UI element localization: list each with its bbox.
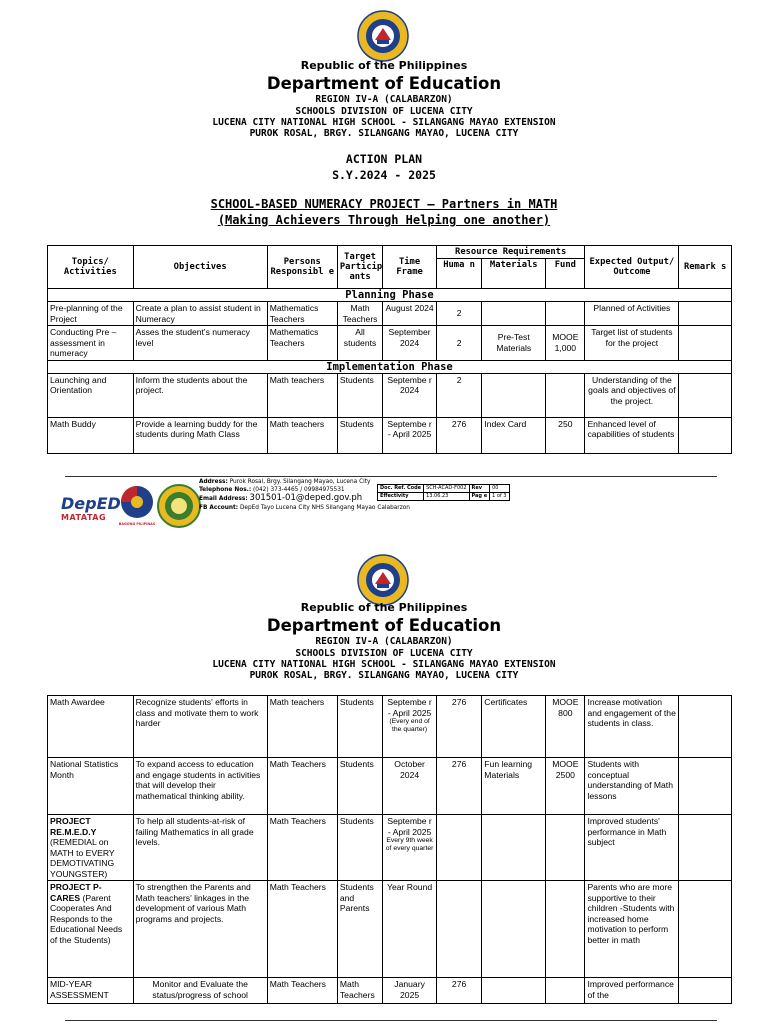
cell-objective: To strengthen the Parents and Math teachers' linkages in the development of various Math programs and projects. [133,881,267,978]
deped-logo-text: DepED [61,494,121,513]
cell-materials: Pre-Test Materials [482,326,546,361]
cell-expected: Improved students' performance in Math subject [585,815,679,881]
cell-time: October 2024 [383,758,437,815]
cell-expected: Understanding of the goals and objectives of the project. [585,373,679,417]
cell-fund: MOOE 2500 [546,758,585,815]
bagong-pilipinas-text: BAGONG PILIPINAS [118,522,156,526]
page-2-footer-divider [65,1020,717,1021]
cell-objective: Provide a learning buddy for the students during Math Class [133,417,267,453]
cell-topic: Conducting Pre – assessment in numeracy [48,326,134,361]
cell-materials: Certificates [482,696,546,758]
cell-objective: Inform the students about the project. [133,373,267,417]
region-line: REGION IV-A (CALABARZON) [315,636,453,648]
footer-divider [65,476,717,477]
cell-human: 276 [436,978,481,1004]
table-row [48,326,732,361]
school-address-line: PUROK ROSAL, BRGY. SILANGANG MAYAO, LUCENA CITY [249,670,519,682]
cell-materials: Index Card [482,417,546,453]
cell-human: 276 [436,417,481,453]
cell-human: 2 [436,302,481,326]
cell-topic: Math Awardee [48,696,134,758]
phone-value: (042) 373-4465 / 09984975531 [253,487,345,494]
page-value: 1 of 3 [490,493,509,501]
cell-objective: To help all students-at-risk of failing Mathematics in all grade levels. [133,815,267,881]
cell-remarks [679,815,732,881]
table-row [48,302,732,326]
action-plan-title: ACTION PLAN [345,152,423,166]
cell-target: Students [337,758,382,815]
fb-label: FB Account: [199,504,239,511]
topic-detail: (REMEDIAL on MATH to EVERY DEMOTIVATING YOUNGSTER) [50,837,115,879]
topic-detail: (Parent Cooperates And Responds to the Educational Needs of the Students) [50,892,123,945]
cell-target: Students [337,696,382,758]
cell-target: Students and Parents [337,881,382,978]
time-value: Septembe r - April 2025 [387,816,432,837]
cell-persons: Math Teachers [267,815,337,881]
cell-topic: Launching and Orientation [48,373,134,417]
cell-materials [482,815,546,881]
cell-fund [546,978,585,1004]
republic-line: Republic of the Philippines [300,601,468,614]
republic-line: Republic of the Philippines [300,59,468,72]
cell-topic [48,815,134,881]
cell-remarks [679,326,732,361]
header-target: Target Particip ants [337,246,382,289]
school-address-line: PUROK ROSAL, BRGY. SILANGANG MAYAO, LUCENA CITY [249,128,519,140]
cell-target: Students [337,373,382,417]
phase-planning: Planning Phase [48,289,732,302]
header-time: Time Frame [383,246,437,289]
header-remarks: Remark s [679,246,732,289]
topic-bold: PROJECT P-CARES [50,882,102,903]
doc-ref-value: SCH-ACAD-F002 [424,485,469,493]
cell-persons: Mathematics Teachers [267,302,337,326]
effectivity-value: 13.06.23 [424,493,469,501]
cell-target: All students [337,326,382,361]
cell-time: Septembe r - April 2025 [383,417,437,453]
cell-persons: Math teachers [267,696,337,758]
project-title-line1: SCHOOL-BASED NUMERACY PROJECT – Partners in MATH [210,197,558,211]
topic-bold: PROJECT RE.M.E.D.Y [50,816,97,837]
cell-human: 2 [436,373,481,417]
header-resource: Resource Requirements [436,246,585,259]
table-row [48,978,732,1004]
phase-implementation: Implementation Phase [48,360,732,373]
time-note: Every 9th week of every quarter [385,837,434,852]
cell-fund: MOOE 800 [546,696,585,758]
cell-time: Year Round [383,881,437,978]
rev-value: 00 [490,485,509,493]
table-row [48,881,732,978]
cell-topic: MID-YEAR ASSESSMENT [48,978,134,1004]
cell-time [383,815,437,881]
doc-ref-table [377,484,510,501]
effectivity-label: Effectivity [378,493,424,501]
cell-fund [546,881,585,978]
cell-objective: Monitor and Evaluate the status/progress of school [133,978,267,1004]
cell-materials [482,978,546,1004]
cell-topic: Pre-planning of the Project [48,302,134,326]
cell-materials [482,881,546,978]
cell-target: Math Teachers [337,978,382,1004]
deped-seal-icon [357,10,409,62]
cell-expected: Target list of students for the project [585,326,679,361]
division-line: SCHOOLS DIVISION OF LUCENA CITY [295,647,473,659]
table-row [48,373,732,417]
email-link[interactable]: 301501-01@deped.gov.ph [249,493,363,504]
cell-human: 276 [436,758,481,815]
cell-target: Math Teachers [337,302,382,326]
page-label: Pag e [469,493,490,501]
header-materials: Materials [482,259,546,289]
cell-materials: Fun learning Materials [482,758,546,815]
email-label: Email Address: [199,496,248,503]
cell-expected: Students with conceptual understanding of Math lessons [585,758,679,815]
department-title: Department of Education [266,73,502,93]
header-persons: Persons Responsibl e [267,246,337,289]
cell-remarks [679,978,732,1004]
address-value: Purok Rosal, Brgy. Silangang Mayao, Lucena City [229,479,371,485]
cell-expected: Increase motivation and engagement of the students in class. [585,696,679,758]
division-line: SCHOOLS DIVISION OF LUCENA CITY [295,105,473,117]
cell-expected: Parents who are more supportive to their children -Students with increased home motivation to perform better in math [585,881,679,978]
cell-time: Septembe r 2024 [383,373,437,417]
matatag-logo-text: MATATAG [61,513,107,522]
time-note: (Every end of the quarter) [389,718,430,733]
cell-remarks [679,373,732,417]
cell-time: January 2025 [383,978,437,1004]
fb-value: DepEd Tayo Lucena City NHS Silangang Mayao Calabarzon [239,504,410,511]
letterhead [0,60,768,139]
school-year: S.Y.2024 - 2025 [332,168,436,182]
rev-label: Rev [469,485,490,493]
cell-topic: Math Buddy [48,417,134,453]
school-line: LUCENA CITY NATIONAL HIGH SCHOOL - SILANGANG MAYAO EXTENSION [212,658,556,670]
cell-persons: Math teachers [267,373,337,417]
bagong-pilipinas-logo-icon [117,484,157,528]
table-row [48,696,732,758]
header-objectives: Objectives [133,246,267,289]
school-line: LUCENA CITY NATIONAL HIGH SCHOOL - SILANGANG MAYAO EXTENSION [212,116,556,128]
cell-human [436,815,481,881]
project-title-line2: (Making Achievers Through Helping one another) [217,213,551,227]
cell-time: September 2024 [383,326,437,361]
cell-objective: Asses the student's numeracy level [133,326,267,361]
deped-seal-icon [357,554,409,606]
header-topics: Topics/ Activities [48,246,134,289]
table-row [48,758,732,815]
doc-ref-label: Doc. Ref. Code [378,485,424,493]
cell-materials [482,373,546,417]
cell-objective: Recognize students' efforts in class and motivate them to work harder [133,696,267,758]
cell-remarks [679,696,732,758]
cell-fund [546,373,585,417]
cell-objective: Create a plan to assist student in Numeracy [133,302,267,326]
cell-persons: Mathematics Teachers [267,326,337,361]
cell-expected: Planned of Activities [585,302,679,326]
cell-time: August 2024 [383,302,437,326]
cell-remarks [679,881,732,978]
cell-topic: National Statistics Month [48,758,134,815]
cell-topic [48,881,134,978]
cell-remarks [679,302,732,326]
phone-label: Telephone Nos.: [199,487,252,494]
cell-fund [546,815,585,881]
cell-time [383,696,437,758]
cell-persons: Math Teachers [267,978,337,1004]
department-title: Department of Education [266,615,502,635]
header-fund: Fund [546,259,585,289]
cell-fund [546,302,585,326]
cell-human [436,881,481,978]
cell-remarks [679,758,732,815]
cell-materials [482,302,546,326]
letterhead [0,602,768,681]
cell-persons: Math teachers [267,417,337,453]
cell-objective: To expand access to education and engage students in activities that will develop their mathematical thinking ability. [133,758,267,815]
region-line: REGION IV-A (CALABARZON) [315,94,453,106]
cell-target: Students [337,417,382,453]
table-row [48,417,732,453]
table-row [48,815,732,881]
page-2 [0,548,768,1024]
cell-fund: MOOE 1,000 [546,326,585,361]
action-plan-table-continued [47,695,732,1004]
cell-expected: Enhanced level of capabilities of students [585,417,679,453]
cell-target: Students [337,815,382,881]
header-human: Huma n [436,259,481,289]
page-footer [47,476,732,532]
time-value: Septembe r - April 2025 [387,697,432,718]
cell-persons: Math Teachers [267,758,337,815]
address-label: Address: [199,479,228,485]
cell-remarks [679,417,732,453]
cell-persons: Math Teachers [267,881,337,978]
cell-fund: 250 [546,417,585,453]
cell-expected: Improved performance of the [585,978,679,1004]
cell-human: 2 [436,326,481,361]
action-plan-table [47,245,732,454]
header-expected: Expected Output/ Outcome [585,246,679,289]
cell-human: 276 [436,696,481,758]
school-logo-icon [157,484,201,528]
